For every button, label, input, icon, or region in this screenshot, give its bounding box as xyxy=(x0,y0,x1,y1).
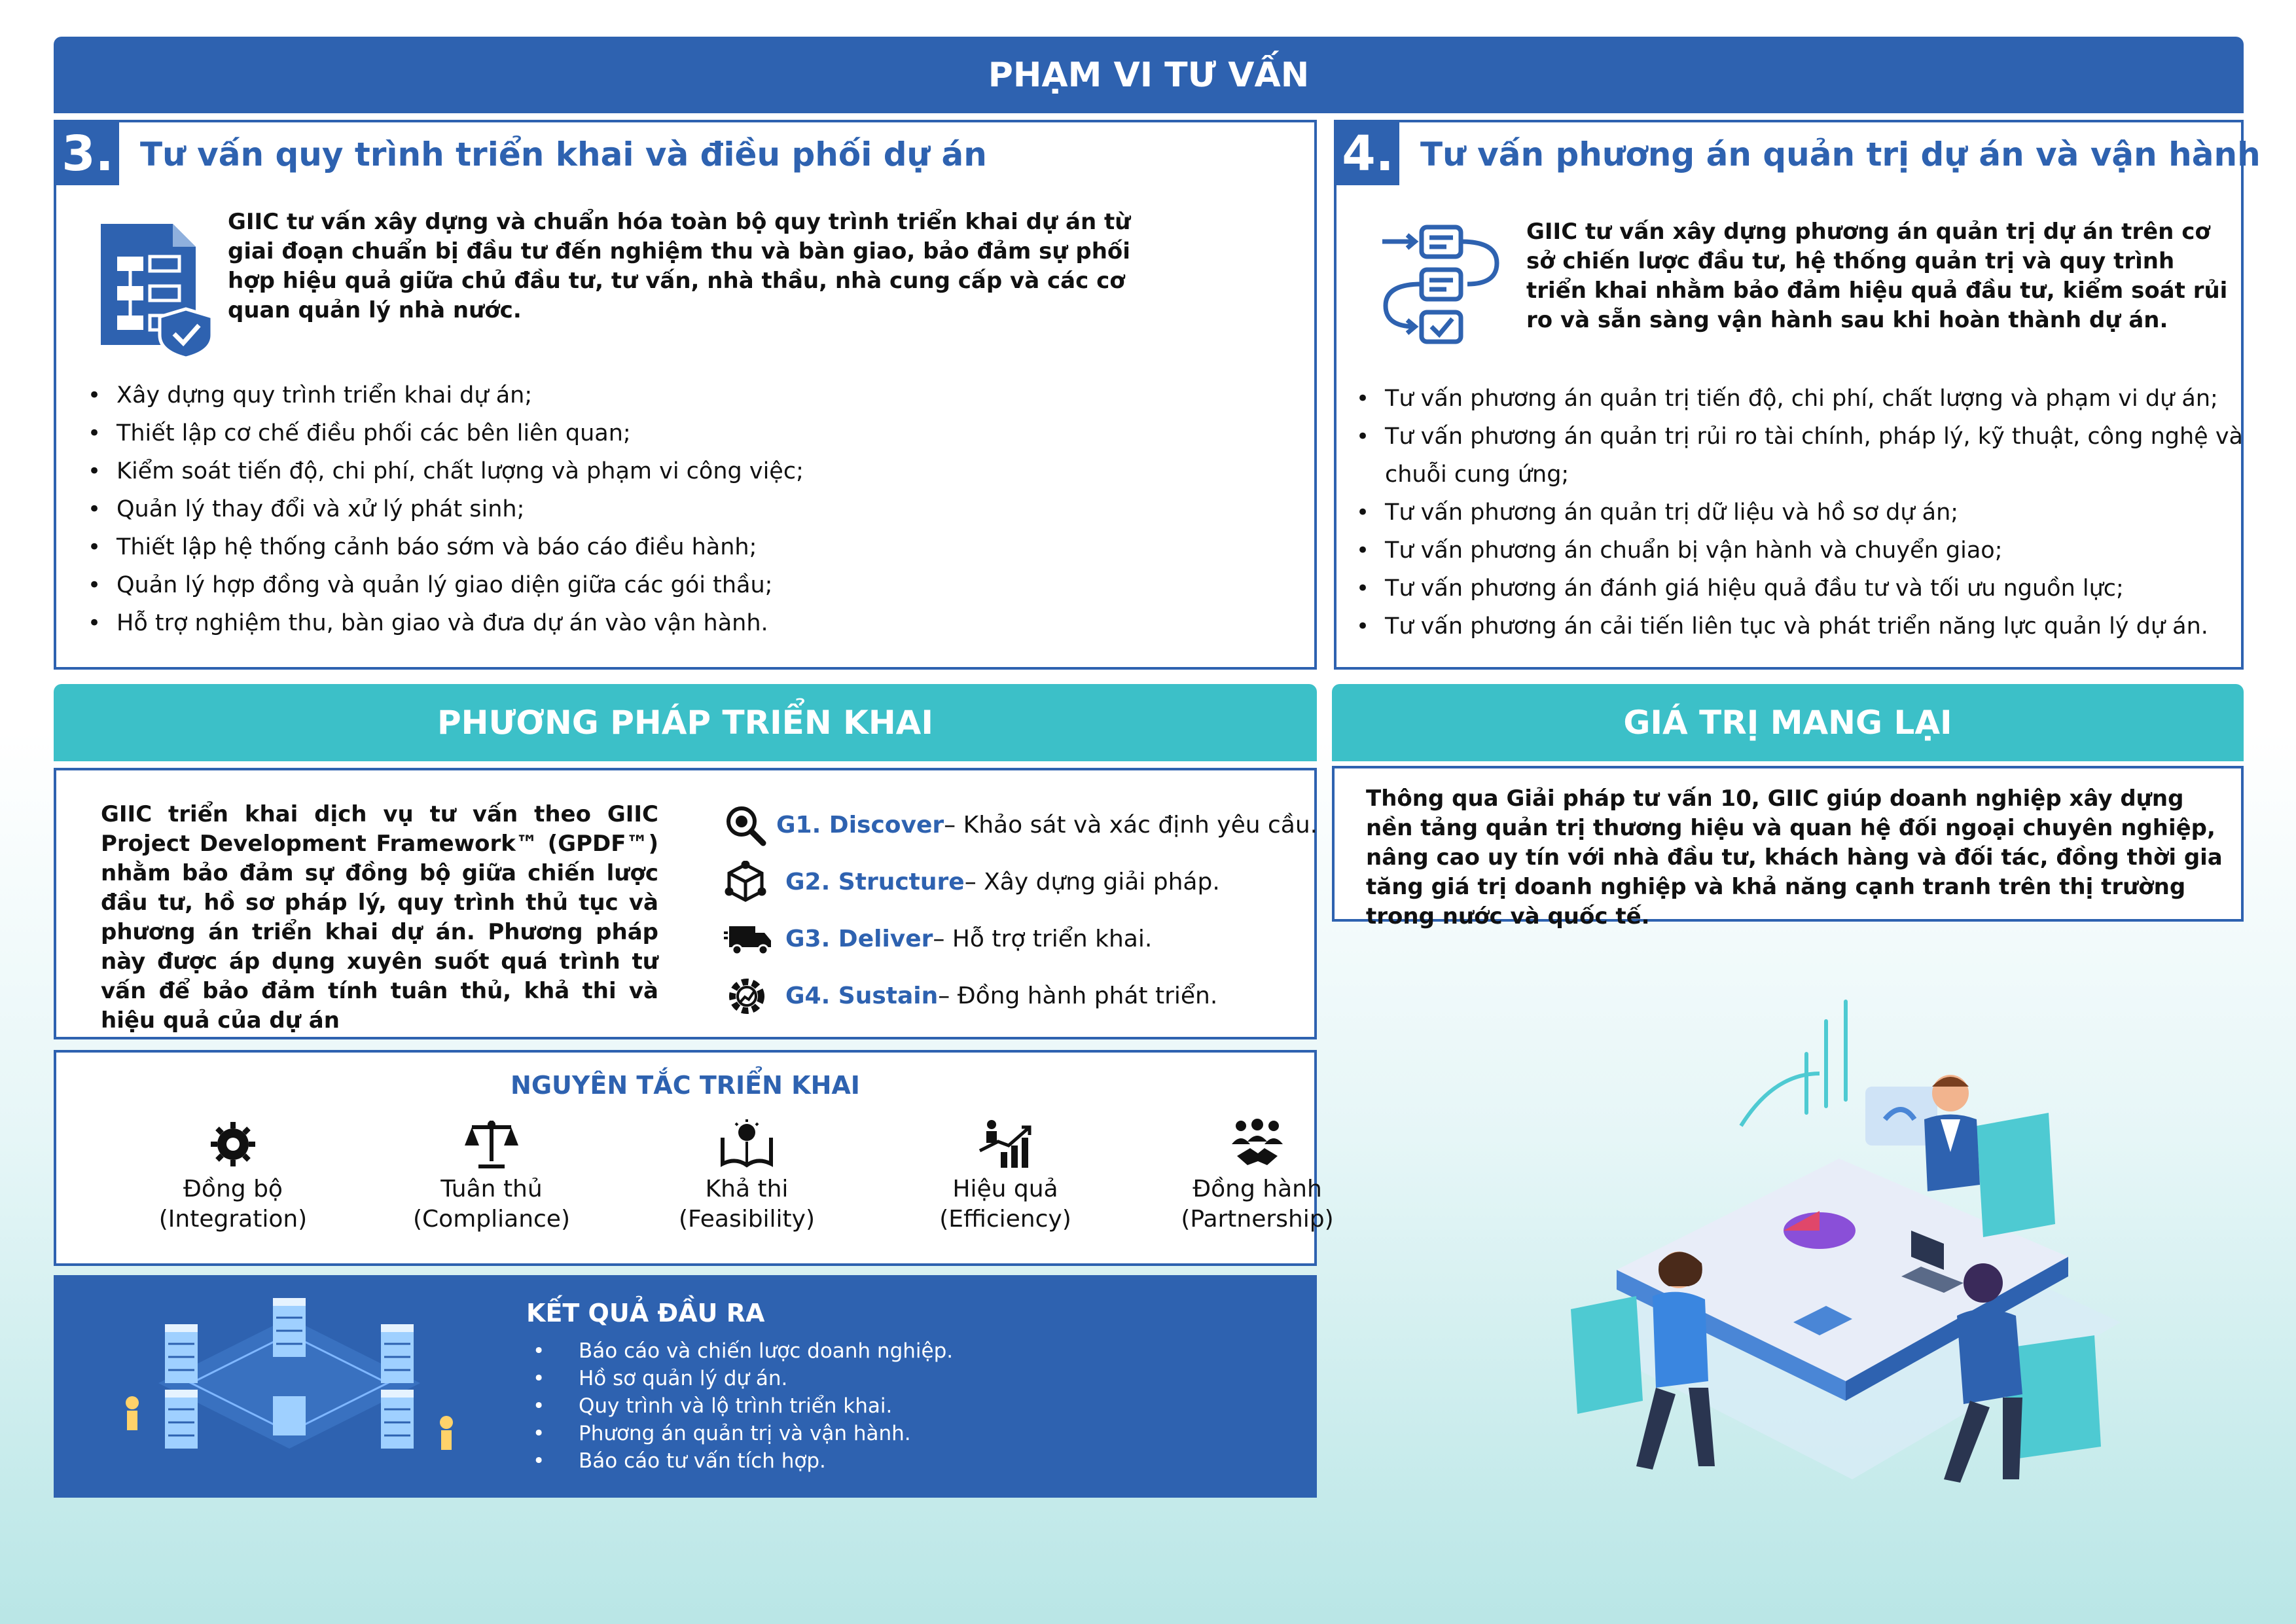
step-label: G2. Structure xyxy=(785,869,965,895)
page-title: PHẠM VI TƯ VẤN xyxy=(988,55,1310,95)
method-intro: GIIC triển khai dịch vụ tư vấn theo GIIC Project Development Framework™ (GPDF™) nhằm bảo đảm sự đồng bộ giữa chiến lược đầu tư, hồ sơ pháp lý, quy trình thủ tục và phương án triển khai dự án. Phương pháp này được áp dụng xuyên suốt quá trình tư vấn để bảo đảm tính tuân thủ, khả thi và hiệu quả của dự án xyxy=(101,801,658,1034)
list-item: • Kiểm soát tiến độ, chi phí, chất lượng và phạm vi công việc; xyxy=(68,452,1299,490)
principle-english: (Integration) xyxy=(158,1206,308,1233)
section-3-title: Tư vấn quy trình triển khai và điều phối dự án xyxy=(140,135,987,173)
growth-gear-icon xyxy=(724,973,776,1019)
outputs-list xyxy=(526,1337,1279,1475)
step-label: G4. Sustain xyxy=(785,983,939,1009)
principle-english: (Efficiency) xyxy=(939,1206,1071,1233)
list-item: • Báo cáo tư vấn tích hợp. xyxy=(526,1447,1279,1475)
cube-structure-icon xyxy=(724,861,776,904)
principle-efficiency xyxy=(907,1118,1103,1235)
principle-integration xyxy=(135,1118,331,1235)
step-deliver xyxy=(724,911,1313,967)
value-title: GIÁ TRỊ MANG LẠI xyxy=(1623,704,1952,742)
list-item: • Quy trình và lộ trình triển khai. xyxy=(526,1392,1279,1420)
step-sustain xyxy=(724,967,1313,1024)
step-desc: – Đồng hành phát triển. xyxy=(938,983,1218,1009)
section-4-list xyxy=(1336,380,2243,645)
section-4-panel xyxy=(1334,120,2261,670)
process-document-icon xyxy=(88,217,219,358)
step-label: G3. Deliver xyxy=(785,926,933,952)
principles-panel xyxy=(54,1050,1334,1266)
method-steps xyxy=(724,797,1318,1024)
section-4-intro: GIIC tư vấn xây dựng phương án quản trị dự án trên cơ sở chiến lược đầu tư, hệ thống quản trị và quy trình triển khai nhằm bảo đảm hiệu quả đầu tư, kiểm soát rủi ro và sẵn sàng vận hành sau khi hoàn thành dự án. xyxy=(1526,219,2228,333)
section-4-title: Tư vấn phương án quản trị dự án và vận hành xyxy=(1420,135,2261,173)
principle-name: Khả thi xyxy=(705,1176,789,1202)
growth-chart-icon xyxy=(976,1118,1035,1170)
server-network-illustration xyxy=(119,1285,459,1481)
step-structure xyxy=(724,854,1313,911)
list-item: • Quản lý hợp đồng và quản lý giao diện giữa các gói thầu; xyxy=(68,566,1299,604)
list-item: • Hỗ trợ nghiệm thu, bàn giao và đưa dự án vào vận hành. xyxy=(68,604,1299,642)
value-header xyxy=(1332,684,2244,761)
list-item: • Tư vấn phương án cải tiến liên tục và phát triển năng lực quản lý dự án. xyxy=(1336,607,2243,645)
principle-name: Hiệu quả xyxy=(952,1176,1058,1202)
section-3-panel xyxy=(54,120,1317,670)
method-header xyxy=(54,684,1317,761)
method-title: PHƯƠNG PHÁP TRIỂN KHAI xyxy=(437,704,933,742)
list-item: • Hồ sơ quản lý dự án. xyxy=(526,1365,1279,1392)
list-item: • Thiết lập cơ chế điều phối các bên liên quan; xyxy=(68,414,1299,452)
section-3-intro: GIIC tư vấn xây dựng và chuẩn hóa toàn bộ quy trình triển khai dự án từ giai đoạn chuẩn bị đầu tư đến nghiệm thu và bàn giao, bảo đảm sự phối hợp hiệu quả giữa chủ đầu tư, tư vấn, nhà thầu, nhà cung cấp và các cơ quan quản lý nhà nước. xyxy=(228,209,1131,323)
principle-name: Đồng hành xyxy=(1193,1176,1322,1202)
list-item: • Thiết lập hệ thống cảnh báo sớm và báo cáo điều hành; xyxy=(68,528,1299,566)
value-panel xyxy=(1332,766,2244,929)
step-discover xyxy=(724,797,1318,854)
list-item: • Báo cáo và chiến lược doanh nghiệp. xyxy=(526,1337,1279,1365)
principle-feasibility xyxy=(649,1118,845,1235)
list-item: • Quản lý thay đổi và xử lý phát sinh; xyxy=(68,490,1299,528)
step-desc: – Xây dựng giải pháp. xyxy=(964,869,1220,895)
meeting-illustration xyxy=(1545,995,2134,1532)
list-item: • Tư vấn phương án quản trị dữ liệu và hồ sơ dự án; xyxy=(1336,494,2243,532)
principle-english: (Feasibility) xyxy=(678,1206,816,1233)
integration-icon xyxy=(204,1118,262,1170)
outputs-title: KẾT QUẢ ĐẦU RA xyxy=(526,1299,765,1327)
principles-title: NGUYÊN TẮC TRIỂN KHAI xyxy=(511,1071,860,1100)
value-text: Thông qua Giải pháp tư vấn 10, GIIC giúp doanh nghiệp xây dựng nền tảng quản trị thương hiệu và quan hệ đối ngoại chuyên nghiệp, nâng cao uy tín với nhà đầu tư, khách hàng và đối tác, đồng thời gia tăng giá trị doanh nghiệp và khả năng cạnh tranh trên thị trường trong nước và quốc tế. xyxy=(1366,785,2223,929)
principle-name: Đồng bộ xyxy=(183,1176,283,1202)
list-item: • Tư vấn phương án quản trị tiến độ, chi phí, chất lượng và phạm vi dự án; xyxy=(1336,380,2243,418)
section-3-number: 3. xyxy=(56,122,119,185)
list-item: • Tư vấn phương án đánh giá hiệu quả đầu tư và tối ưu nguồn lực; xyxy=(1336,569,2243,607)
principle-english: (Compliance) xyxy=(413,1206,570,1233)
page-header xyxy=(54,37,2244,113)
list-item: • Tư vấn phương án chuẩn bị vận hành và chuyển giao; xyxy=(1336,532,2243,569)
list-item: • Tư vấn phương án quản trị rủi ro tài chính, pháp lý, kỹ thuật, công nghệ và chuỗi cung ứng; xyxy=(1336,418,2243,494)
outputs-panel xyxy=(54,1275,1317,1498)
step-desc: – Khảo sát và xác định yêu cầu. xyxy=(944,812,1318,839)
list-item: • Xây dựng quy trình triển khai dự án; xyxy=(68,376,1299,414)
section-4-number: 4. xyxy=(1336,122,1399,185)
scales-icon xyxy=(462,1118,521,1170)
principle-partnership xyxy=(1159,1118,1355,1235)
workflow-checklist-icon xyxy=(1376,221,1507,352)
principle-compliance xyxy=(393,1118,590,1235)
handshake-icon xyxy=(1228,1118,1287,1170)
method-panel xyxy=(54,768,1317,1039)
list-item: • Phương án quản trị và vận hành. xyxy=(526,1420,1279,1447)
step-desc: – Hỗ trợ triển khai. xyxy=(933,926,1153,952)
section-3-list xyxy=(68,376,1299,642)
book-idea-icon xyxy=(717,1118,776,1170)
step-label: G1. Discover xyxy=(776,812,944,839)
principle-name: Tuân thủ xyxy=(440,1176,543,1202)
search-icon xyxy=(724,804,767,847)
principle-english: (Partnership) xyxy=(1181,1206,1334,1233)
truck-icon xyxy=(724,920,776,959)
